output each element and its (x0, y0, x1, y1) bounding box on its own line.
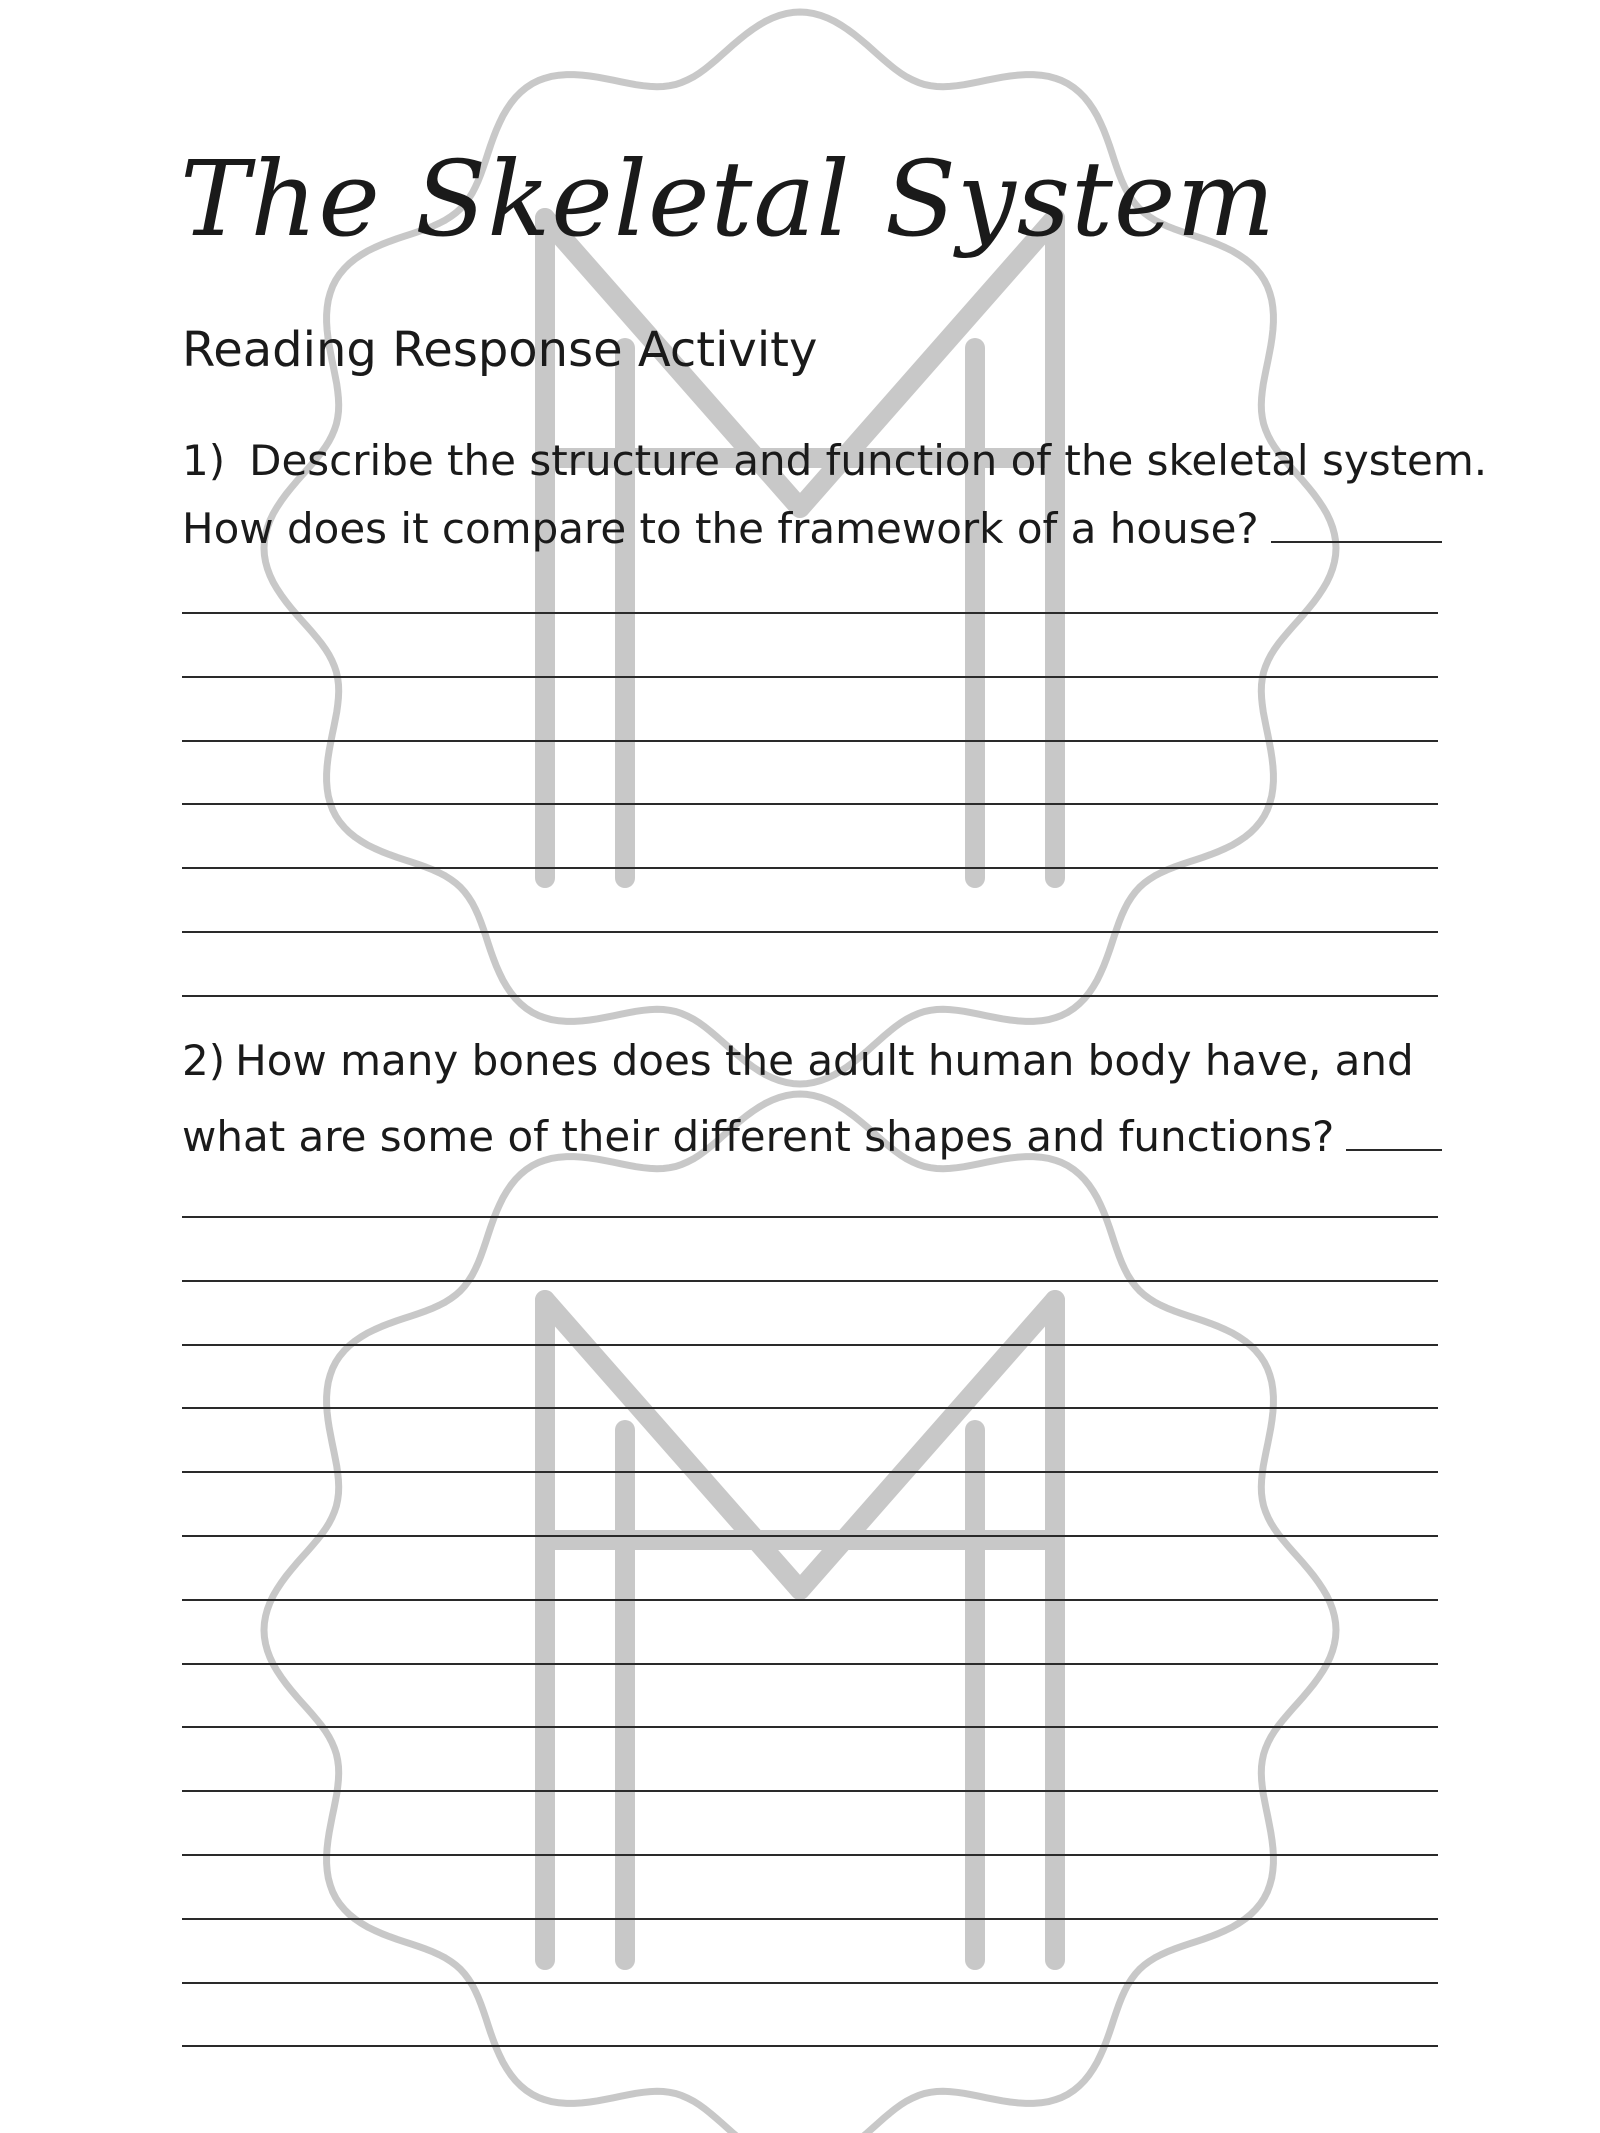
answer-line[interactable] (182, 612, 1438, 614)
question-1-text-line-2: How does it compare to the framework of a house? (182, 504, 1259, 553)
question-1-text-line-1: Describe the structure and function of the skeletal system. (249, 436, 1488, 485)
answer-line[interactable] (182, 1918, 1438, 1920)
answer-line[interactable] (182, 1471, 1438, 1473)
question-1-inline-answer-blank[interactable] (1271, 511, 1442, 543)
question-2-line-2 (182, 1112, 1442, 1188)
answer-line[interactable] (182, 995, 1438, 997)
answer-line[interactable] (182, 1216, 1438, 1218)
question-1-line-1 (182, 436, 1488, 504)
question-2-number: 2) (182, 1036, 226, 1085)
question-1-number: 1) (182, 436, 226, 485)
answer-line[interactable] (182, 1599, 1438, 1601)
answer-line[interactable] (182, 1407, 1438, 1409)
question-2-text-line-2: what are some of their different shapes and functions? (182, 1112, 1335, 1161)
answer-line[interactable] (182, 867, 1438, 869)
answer-line[interactable] (182, 676, 1438, 678)
question-1-line-2 (182, 504, 1442, 572)
answer-line[interactable] (182, 1280, 1438, 1282)
answer-line[interactable] (182, 931, 1438, 933)
answer-line[interactable] (182, 1982, 1438, 1984)
question-2-line-1 (182, 1036, 1442, 1112)
answer-line[interactable] (182, 803, 1438, 805)
answer-line[interactable] (182, 740, 1438, 742)
question-1 (182, 436, 1488, 572)
question-2 (182, 1036, 1442, 1188)
question-2-inline-answer-blank[interactable] (1346, 1119, 1442, 1151)
answer-line[interactable] (182, 2045, 1438, 2047)
answer-line[interactable] (182, 1854, 1438, 1856)
page-title: The Skeletal System (180, 138, 1277, 260)
answer-line[interactable] (182, 1726, 1438, 1728)
question-2-text-line-1: How many bones does the adult human body have, and (235, 1036, 1414, 1085)
page-subtitle: Reading Response Activity (182, 322, 818, 378)
answer-line[interactable] (182, 1344, 1438, 1346)
answer-line[interactable] (182, 1535, 1438, 1537)
answer-line[interactable] (182, 1663, 1438, 1665)
answer-line[interactable] (182, 1790, 1438, 1792)
